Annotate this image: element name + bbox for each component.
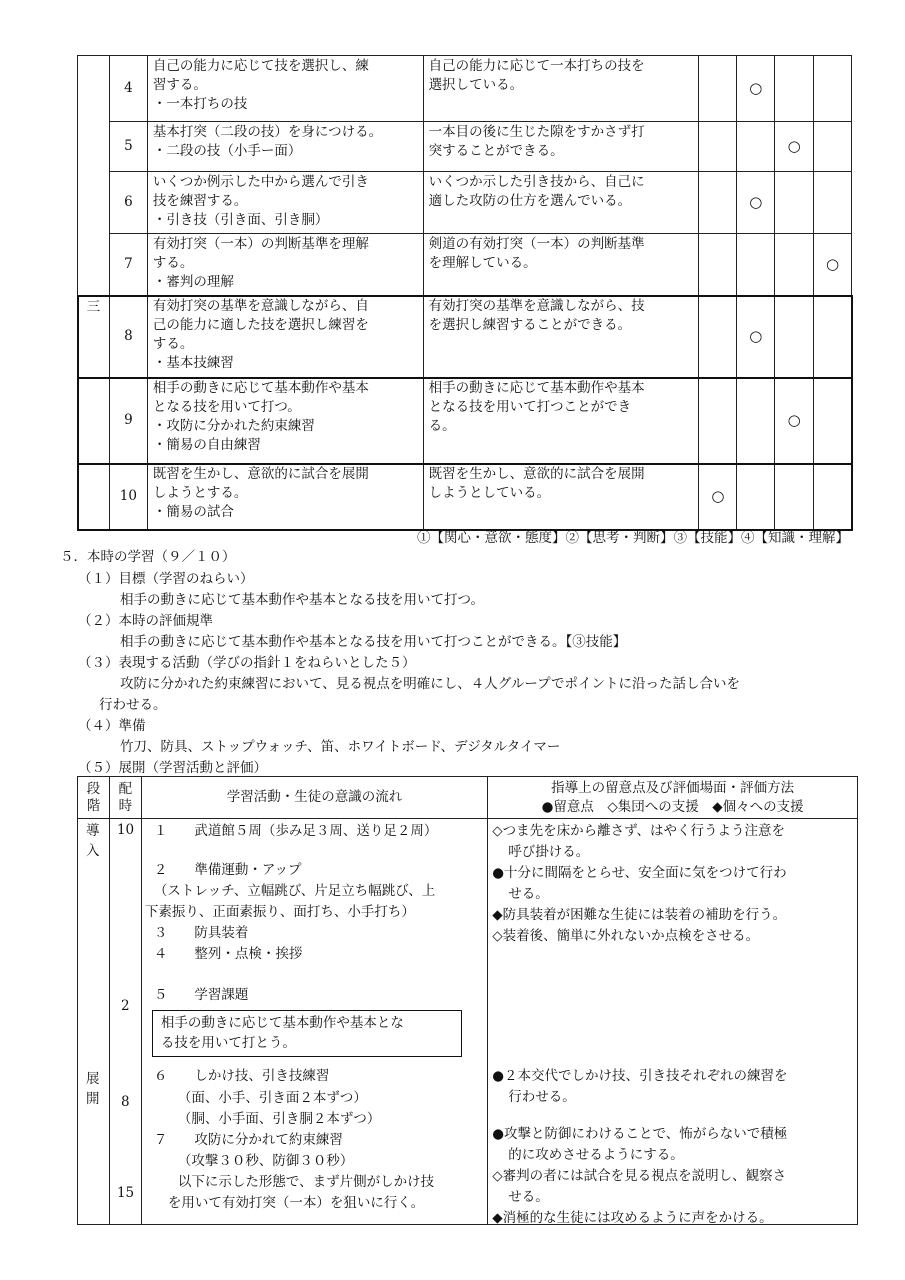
evaluation-mark-3 [775,296,814,378]
plan-row [78,122,852,172]
evaluation-mark-4 [814,378,852,464]
evaluation-mark-2 [737,122,775,172]
activity-step-6: ６ しかけ技、引き技練習 [153,1068,330,1084]
criteria-line: となる技を用いて打つことができ [428,399,632,416]
evaluation-mark-2: ○ [737,296,775,378]
guidance-5: ●２本交代でしかけ技、引き技それぞれの練習を [492,1068,788,1084]
activity-step-5: ５ 学習課題 [153,987,249,1003]
criteria-line: 剣道の有効打突（一本）の判断基準 [428,236,645,252]
guidance-7: ◇審判の者には試合を見る視点を説明し、観察さ [492,1168,787,1184]
evaluation-mark-4: ○ [814,234,852,296]
activity-step-2-detail: （ストレッチ、立幅跳び、片足立ち幅跳び、上 [153,883,436,899]
evaluation-mark-2 [737,234,775,296]
activity-step-4: ４ 整列・点検・挨拶 [153,946,303,962]
activity-step-6-detail-1: （面、小手、引き面２本ずつ） [177,1090,367,1106]
evaluation-mark-1 [699,234,737,296]
activity-line: ・二段の技（小手ー面） [152,143,302,160]
evaluation-mark-4 [814,464,852,530]
lesson-criteria [423,172,699,234]
time-1: 10 [116,822,135,838]
activity-step-7: ７ 攻防に分かれて約束練習 [153,1132,343,1148]
evaluation-mark-4 [814,296,852,378]
unit-plan-table [77,55,852,530]
item-5-label: （５）展開（学習活動と評価） [78,760,267,776]
evaluation-mark-1 [699,122,737,172]
evaluation-mark-2 [737,378,775,464]
criteria-line: 一本目の後に生じた隙をすかさず打 [428,124,645,140]
activity-line: 相手の動きに応じて基本動作や基本 [152,380,369,396]
activity-line: ・一本打ちの技 [152,96,248,113]
plan-row [78,172,852,234]
criteria-line: 有効打突の基準を意識しながら、技 [428,298,645,314]
item-2-label: （２）本時の評価規準 [78,613,213,629]
evaluation-mark-1 [699,378,737,464]
activity-line: ・基本技練習 [152,355,234,372]
activity-step-7-desc-cont: を用いて有効打突（一本）を狙いに行く。 [167,1195,425,1211]
lesson-number: 6 [109,172,147,234]
guidance-6: ●攻撃と防御にわけることで、怖がらないで積極 [492,1126,788,1142]
lesson-activity [147,122,423,172]
learning-task-box: 相手の動きに応じて基本動作や基本とな る技を用いて打とう。 [152,1010,462,1057]
guidance-1-cont: 呼び掛ける。 [508,844,590,860]
guidance-4: ◇装着後、簡単に外れないか点検をさせる。 [492,928,760,944]
evaluation-mark-2: ○ [737,172,775,234]
guidance-6-cont: 的に攻めさせるようにする。 [508,1147,684,1163]
criteria-line: 適した攻防の仕方を選んでいる。 [428,193,632,210]
criteria-line: 既習を生かし、意欲的に試合を展開 [428,466,645,482]
criteria-line: を選択し練習することができる。 [428,317,632,334]
activity-line: ・簡易の自由練習 [152,437,261,454]
lesson-activity [147,172,423,234]
activity-line: 習する。 [152,77,207,94]
plan-row [78,234,852,296]
evaluation-legend: ①【関心・意欲・態度】②【思考・判断】③【技能】④【知識・理解】 [417,530,849,546]
plan-row [78,378,852,464]
evaluation-mark-1: ○ [699,464,737,530]
item-4-label: （４）準備 [78,718,146,734]
guidance-5-cont: 行わせる。 [508,1089,576,1105]
item-4-body: 竹刀、防具、ストップウォッチ、笛、ホワイトボード、デジタルタイマー [120,739,561,755]
lesson-criteria [423,234,699,296]
activity-line: ・引き技（引き面、引き胴） [152,212,329,229]
activity-line: ・簡易の試合 [152,504,234,521]
criteria-line: 選択している。 [428,77,524,94]
lesson-activity [147,56,423,122]
activity-line: 有効打突（一本）の判断基準を理解 [152,236,369,252]
plan-row [78,296,852,378]
time-4: 15 [116,1185,135,1201]
criteria-line: しようとしている。 [428,485,551,502]
activity-step-3: ３ 防具装着 [153,925,249,941]
guidance-2-cont: せる。 [508,886,549,902]
lesson-number: 4 [109,56,147,122]
lesson-number: 7 [109,234,147,296]
guidance-7-cont: せる。 [508,1189,549,1205]
evaluation-mark-4 [814,122,852,172]
unit-cell: 三 [78,296,110,530]
criteria-line: 相手の動きに応じて基本動作や基本 [428,380,645,396]
evaluation-mark-3 [775,234,814,296]
evaluation-mark-1 [699,296,737,378]
plan-row [78,464,852,530]
criteria-line: 突することができる。 [428,143,564,160]
activity-step-2-detail-cont: 下素振り、正面素振り、面打ち、小手打ち） [144,904,415,920]
activity-line: となる技を用いて打つ。 [152,399,301,416]
evaluation-mark-3: ○ [775,122,814,172]
criteria-line: を理解している。 [428,255,537,272]
activity-step-2: ２ 準備運動・アップ [153,862,302,878]
evaluation-mark-3 [775,172,814,234]
guidance-2: ●十分に間隔をとらせ、安全面に気をつけて行わ [492,865,787,881]
guidance-1: ◇つま先を床から離さず、はやく行うよう注意を [492,823,786,839]
activity-line: 己の能力に適した技を選択し練習を [152,317,369,334]
evaluation-mark-1 [699,56,737,122]
lesson-criteria [423,56,699,122]
development-table [77,776,858,1225]
criteria-line: る。 [428,418,456,435]
section-heading: ５．本時の学習（９／１０） [60,549,236,565]
activity-line: 既習を生かし、意欲的に試合を展開 [152,466,369,482]
stage-cell [78,819,110,1225]
item-3-body-cont: 行わせる。 [99,697,167,713]
dev-header-row [78,777,858,819]
lesson-activity [147,378,423,464]
evaluation-mark-2 [737,464,775,530]
guidance-cell [488,819,858,1225]
activity-line: 有効打突の基準を意識しながら、自 [152,298,369,314]
lesson-number: 9 [109,378,147,464]
lesson-criteria [423,296,699,378]
lesson-number: 5 [109,122,147,172]
evaluation-mark-2: ○ [737,56,775,122]
stage-intro: 導 入 [86,823,100,860]
activity-step-6-detail-2: （胴、小手面、引き胴２本ずつ） [177,1111,381,1127]
stage-develop: 展 開 [86,1071,100,1108]
guidance-header: 指導上の留意点及び評価場面・評価方法 ●留意点 ◇集団への支援 ◆個々への支援 [488,777,858,819]
activity-line: 基本打突（二段の技）を身につける。 [152,124,383,140]
activity-line: いくつか例示した中から選んで引き [152,174,369,190]
lesson-activity [147,464,423,530]
plan-row [78,56,852,122]
lesson-number: 10 [109,464,147,530]
item-2-body: 相手の動きに応じて基本動作や基本となる技を用いて打つことができる。【③技能】 [120,634,627,650]
activity-step-7-detail: （攻撃３０秒、防御３０秒） [177,1153,354,1169]
lesson-criteria [423,122,699,172]
dev-body-row [78,819,858,1225]
activity-cell [141,819,487,1225]
activity-line: 自己の能力に応じて技を選択し、練 [152,58,369,74]
activity-line: ・審判の理解 [152,274,234,291]
lesson-criteria [423,378,699,464]
evaluation-mark-1 [699,172,737,234]
lesson-criteria [423,464,699,530]
unit-cell [78,56,110,296]
item-1-label: （１）目標（学習のねらい） [78,571,254,587]
evaluation-mark-4 [814,56,852,122]
evaluation-mark-3 [775,464,814,530]
activity-line: する。 [152,336,194,353]
activity-line: 技を練習する。 [152,193,248,210]
criteria-line: いくつか示した引き技から、自己に [428,174,645,190]
time-cell [109,819,141,1225]
activity-line: しようとする。 [152,485,248,502]
activity-line: ・攻防に分かれた約束練習 [152,418,315,435]
lesson-activity [147,234,423,296]
guidance-8: ◆消極的な生徒には攻めるように声をかける。 [492,1210,773,1226]
stage-header: 段 階 [78,777,110,819]
time-header: 配 時 [109,777,141,819]
lesson-number: 8 [109,296,147,378]
lesson-activity [147,296,423,378]
evaluation-mark-3: ○ [775,378,814,464]
time-2: 2 [120,998,130,1014]
time-3: 8 [120,1094,130,1110]
item-3-body: 攻防に分かれた約束練習において、見る視点を明確にし、４人グループでポイントに沿った話し合いを [120,676,741,692]
activity-step-1: １ 武道館５周（歩み足３周、送り足２周） [153,823,438,839]
guidance-3: ◆防具装着が困難な生徒には装着の補助を行う。 [492,907,787,923]
activity-header: 学習活動・生徒の意識の流れ [141,777,487,819]
evaluation-mark-3 [775,56,814,122]
criteria-line: 自己の能力に応じて一本打ちの技を [428,58,645,74]
evaluation-mark-4 [814,172,852,234]
item-1-body: 相手の動きに応じて基本動作や基本となる技を用いて打つ。 [120,592,484,608]
item-3-label: （３）表現する活動（学びの指針１をねらいとした５） [78,655,416,671]
activity-line: する。 [152,255,194,272]
activity-step-7-desc: 以下に示した形態で、まず片側がしかけ技 [177,1174,435,1190]
